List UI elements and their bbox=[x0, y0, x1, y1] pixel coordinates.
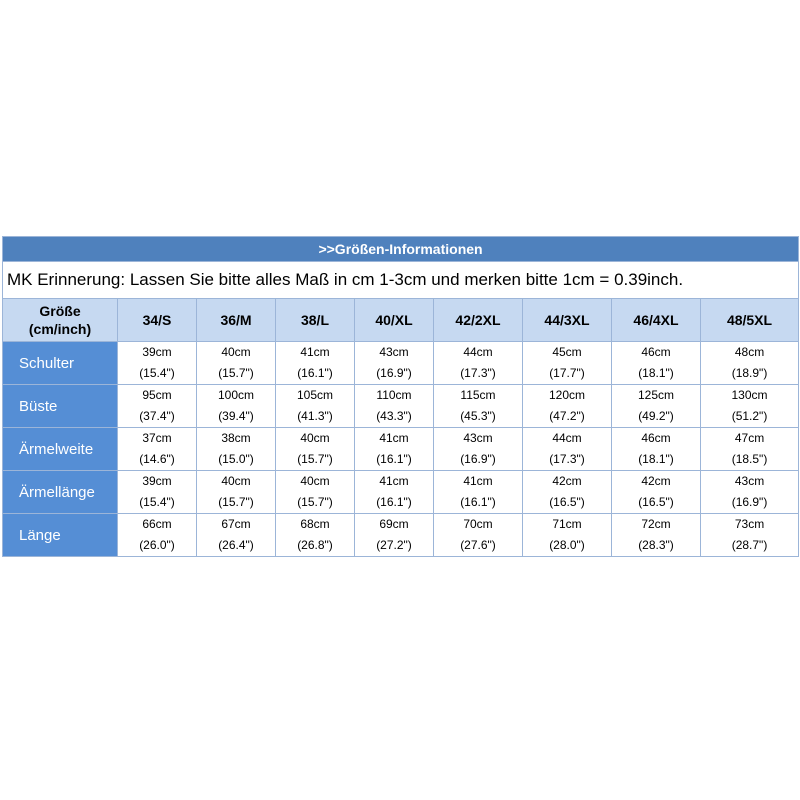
measurement-cell bbox=[523, 342, 612, 385]
measurement-cell bbox=[523, 428, 612, 471]
measurement-cell bbox=[612, 514, 701, 557]
inch-value: (16.1") bbox=[376, 452, 412, 466]
measurement-cell bbox=[118, 514, 197, 557]
measurement-cell bbox=[197, 471, 276, 514]
cm-value: 37cm bbox=[142, 431, 172, 445]
cm-value: 41cm bbox=[463, 474, 493, 488]
measurement-cell bbox=[276, 342, 355, 385]
inch-value: (15.4") bbox=[139, 495, 175, 509]
cm-value: 41cm bbox=[379, 431, 409, 445]
cm-value: 42cm bbox=[641, 474, 671, 488]
measurement-cell bbox=[701, 342, 799, 385]
inch-value: (15.4") bbox=[139, 366, 175, 380]
measurement-cell bbox=[701, 428, 799, 471]
cm-value: 44cm bbox=[463, 345, 493, 359]
cm-value: 100cm bbox=[217, 388, 255, 402]
size-header: 34/S bbox=[118, 299, 197, 342]
measurement-cell bbox=[276, 428, 355, 471]
cm-value: 42cm bbox=[552, 474, 582, 488]
cm-value: 105cm bbox=[296, 388, 334, 402]
measurement-label: Ärmelweite bbox=[3, 428, 118, 471]
inch-value: (16.5") bbox=[638, 495, 674, 509]
inch-value: (47.2") bbox=[549, 409, 585, 423]
measurement-cell bbox=[276, 385, 355, 428]
cm-value: 72cm bbox=[641, 517, 671, 531]
cm-value: 40cm bbox=[300, 431, 330, 445]
inch-value: (16.9") bbox=[376, 366, 412, 380]
measurement-cell bbox=[355, 342, 434, 385]
cm-value: 130cm bbox=[731, 388, 768, 402]
measurement-cell bbox=[118, 342, 197, 385]
inch-value: (18.5") bbox=[731, 452, 768, 466]
inch-value: (27.2") bbox=[376, 538, 412, 552]
measurement-cell bbox=[118, 385, 197, 428]
cm-value: 44cm bbox=[552, 431, 582, 445]
measurement-cell bbox=[523, 385, 612, 428]
measurement-cell bbox=[355, 428, 434, 471]
inch-value: (16.1") bbox=[376, 495, 412, 509]
cm-value: 39cm bbox=[142, 345, 172, 359]
measurement-cell bbox=[276, 471, 355, 514]
inch-value: (28.3") bbox=[638, 538, 674, 552]
size-header: 36/M bbox=[197, 299, 276, 342]
measurement-cell bbox=[612, 342, 701, 385]
measurement-cell bbox=[523, 471, 612, 514]
size-header-row bbox=[3, 299, 799, 342]
inch-value: (17.3") bbox=[460, 366, 496, 380]
table-row bbox=[3, 385, 799, 428]
measurement-cell bbox=[197, 342, 276, 385]
size-corner-header bbox=[3, 299, 118, 342]
cm-value: 69cm bbox=[379, 517, 409, 531]
size-header: 46/4XL bbox=[612, 299, 701, 342]
inch-value: (18.1") bbox=[638, 366, 674, 380]
inch-value: (41.3") bbox=[297, 409, 333, 423]
inch-value: (15.7") bbox=[297, 495, 333, 509]
table-row bbox=[3, 514, 799, 557]
inch-value: (15.7") bbox=[218, 366, 254, 380]
cm-value: 47cm bbox=[734, 431, 765, 445]
measurement-cell bbox=[523, 514, 612, 557]
inch-value: (16.5") bbox=[549, 495, 585, 509]
inch-value: (37.4") bbox=[139, 409, 175, 423]
measurement-cell bbox=[434, 428, 523, 471]
measurement-cell bbox=[355, 514, 434, 557]
inch-value: (16.1") bbox=[460, 495, 496, 509]
cm-value: 73cm bbox=[734, 517, 765, 531]
inch-value: (43.3") bbox=[376, 409, 412, 423]
cm-value: 41cm bbox=[300, 345, 330, 359]
cm-value: 43cm bbox=[734, 474, 765, 488]
inch-value: (51.2") bbox=[731, 409, 768, 423]
corner-label: Größe bbox=[39, 303, 81, 319]
table-title: >>Größen-Informationen bbox=[3, 237, 799, 262]
measurement-label: Büste bbox=[3, 385, 118, 428]
cm-value: 38cm bbox=[221, 431, 251, 445]
cm-value: 115cm bbox=[460, 388, 496, 402]
inch-value: (49.2") bbox=[638, 409, 674, 423]
size-header: 44/3XL bbox=[523, 299, 612, 342]
inch-value: (16.9") bbox=[460, 452, 496, 466]
inch-value: (14.6") bbox=[139, 452, 175, 466]
measurement-cell bbox=[355, 471, 434, 514]
inch-value: (16.9") bbox=[731, 495, 768, 509]
inch-value: (15.7") bbox=[218, 495, 254, 509]
measurement-cell bbox=[612, 471, 701, 514]
inch-value: (39.4") bbox=[218, 409, 254, 423]
size-header: 48/5XL bbox=[701, 299, 799, 342]
table-row bbox=[3, 428, 799, 471]
inch-value: (28.0") bbox=[549, 538, 585, 552]
inch-value: (28.7") bbox=[731, 538, 768, 552]
measurement-cell bbox=[701, 514, 799, 557]
measurement-label: Ärmellänge bbox=[3, 471, 118, 514]
cm-value: 71cm bbox=[552, 517, 582, 531]
measurement-cell bbox=[612, 385, 701, 428]
cm-value: 48cm bbox=[734, 345, 765, 359]
measurement-cell bbox=[612, 428, 701, 471]
measurement-cell bbox=[276, 514, 355, 557]
cm-value: 120cm bbox=[548, 388, 586, 402]
measurement-cell bbox=[355, 385, 434, 428]
cm-value: 66cm bbox=[142, 517, 172, 531]
measurement-cell bbox=[118, 471, 197, 514]
size-header: 40/XL bbox=[355, 299, 434, 342]
table-row bbox=[3, 342, 799, 385]
inch-value: (15.0") bbox=[218, 452, 254, 466]
inch-value: (17.3") bbox=[549, 452, 585, 466]
measurement-cell bbox=[118, 428, 197, 471]
inch-value: (18.1") bbox=[638, 452, 674, 466]
inch-value: (17.7") bbox=[549, 366, 585, 380]
cm-value: 45cm bbox=[552, 345, 582, 359]
measurement-cell bbox=[701, 385, 799, 428]
size-table bbox=[2, 236, 799, 557]
cm-value: 40cm bbox=[221, 474, 251, 488]
reminder-note: MK Erinnerung: Lassen Sie bitte alles Maß in cm 1-3cm und merken bitte 1cm = 0.39inch. bbox=[3, 262, 799, 299]
measurement-label: Länge bbox=[3, 514, 118, 557]
measurement-cell bbox=[434, 385, 523, 428]
inch-value: (45.3") bbox=[460, 409, 496, 423]
size-header: 42/2XL bbox=[434, 299, 523, 342]
cm-value: 41cm bbox=[379, 474, 409, 488]
measurement-cell bbox=[197, 514, 276, 557]
cm-value: 125cm bbox=[637, 388, 675, 402]
table-row bbox=[3, 471, 799, 514]
cm-value: 40cm bbox=[221, 345, 251, 359]
measurement-label: Schulter bbox=[3, 342, 118, 385]
size-header: 38/L bbox=[276, 299, 355, 342]
cm-value: 43cm bbox=[379, 345, 409, 359]
cm-value: 95cm bbox=[142, 388, 172, 402]
cm-value: 70cm bbox=[463, 517, 493, 531]
cm-value: 43cm bbox=[463, 431, 493, 445]
cm-value: 40cm bbox=[300, 474, 330, 488]
inch-value: (26.0") bbox=[139, 538, 175, 552]
inch-value: (18.9") bbox=[731, 366, 768, 380]
inch-value: (15.7") bbox=[297, 452, 333, 466]
corner-unit: (cm/inch) bbox=[28, 321, 92, 337]
inch-value: (26.4") bbox=[218, 538, 254, 552]
measurement-cell bbox=[197, 428, 276, 471]
measurement-cell bbox=[701, 471, 799, 514]
cm-value: 46cm bbox=[641, 345, 671, 359]
cm-value: 110cm bbox=[376, 388, 412, 402]
measurement-cell bbox=[434, 514, 523, 557]
measurement-cell bbox=[197, 385, 276, 428]
cm-value: 46cm bbox=[641, 431, 671, 445]
measurement-cell bbox=[434, 471, 523, 514]
inch-value: (16.1") bbox=[297, 366, 333, 380]
cm-value: 39cm bbox=[142, 474, 172, 488]
inch-value: (26.8") bbox=[297, 538, 333, 552]
measurement-cell bbox=[434, 342, 523, 385]
cm-value: 68cm bbox=[300, 517, 330, 531]
cm-value: 67cm bbox=[221, 517, 251, 531]
inch-value: (27.6") bbox=[460, 538, 496, 552]
